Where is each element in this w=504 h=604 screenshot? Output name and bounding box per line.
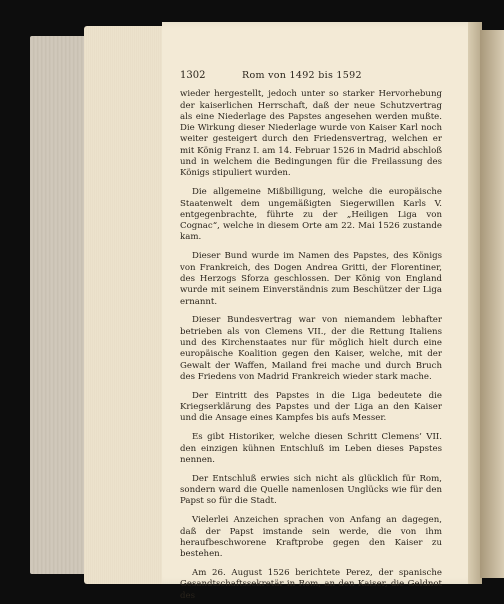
paragraph-6: Es gibt Historiker, welche diesen Schritt Clemens’ VII. den einzigen kühnen Entschluß im Leben dieses Papstes nennen.	[180, 432, 442, 465]
paragraph-1: wieder hergestellt, jedoch unter so starker Hervorhebung der kaiserlichen Herrschaft, daß der neue Schutzvertrag als eine Niederlage des Papstes angesehen werden mußte. Die Wirkung dieser Niederlage wurde von Kaiser Karl noch weiter gesteigert durch den Friedensvertrag, welchen er mit König Franz I. am 14. Februar 1526 in Madrid abschloß und in welchem die Bedingungen für die Freilassung des Königs stipuliert wurden.	[180, 89, 442, 179]
paragraph-4: Dieser Bundesvertrag war von niemandem lebhafter betrieben als von Clemens VII., der die Rettung Italiens und des Kirchenstaates nur für möglich hielt durch eine europäische Koalition gegen den Kaiser, welche, mit der Gewalt der Waffen, Mailand frei mache und durch Bruch des Friedens von Madrid Frankreich wieder stark mache.	[180, 315, 442, 382]
paragraph-9: Am 26. August 1526 berichtete Perez, der spanische Gesandtschaftssekretär in Rom, an den Kaiser, die Geldnot des	[180, 568, 442, 601]
paragraph-2: Die allgemeine Mißbilligung, welche die europäische Staatenwelt dem ungemäßigten Siegerwillen Karls V. entgegenbrachte, führte zu der „Heiligen Liga von Cognac“, welche in diesem Orte am 22. Mai 1526 zustande kam.	[180, 187, 442, 243]
facing-page	[480, 30, 504, 578]
page-text-block	[180, 70, 442, 602]
paragraph-8: Vielerlei Anzeichen sprachen von Anfang an dagegen, daß der Papst imstande sein werde, die von ihm heraufbeschworene Kraftprobe gegen den Kaiser zu bestehen.	[180, 515, 442, 560]
paragraph-7: Der Entschluß erwies sich nicht als glücklich für Rom, sondern ward die Quelle namenlosen Unglücks wie für den Papst so für die Stadt.	[180, 473, 442, 507]
paragraph-5: Der Eintritt des Papstes in die Liga bedeutete die Kriegserklärung des Papstes und der Liga an den Kaiser und die Ansage eines Kampfes bis aufs Messer.	[180, 390, 442, 424]
running-head	[180, 70, 442, 81]
paragraph-3: Dieser Bund wurde im Namen des Papstes, des Königs von Frankreich, des Dogen Andrea Gritti, der Florentiner, des Herzogs Sforza geschlossen. Der König von England wurde mit seinem Einverständnis zum Beschützer der Liga ernannt.	[180, 251, 442, 307]
running-head-title: Rom von 1492 bis 1592	[242, 70, 362, 81]
page-number: 1302	[180, 70, 206, 81]
book-cover-spine	[30, 36, 90, 574]
page-edges	[84, 26, 174, 584]
